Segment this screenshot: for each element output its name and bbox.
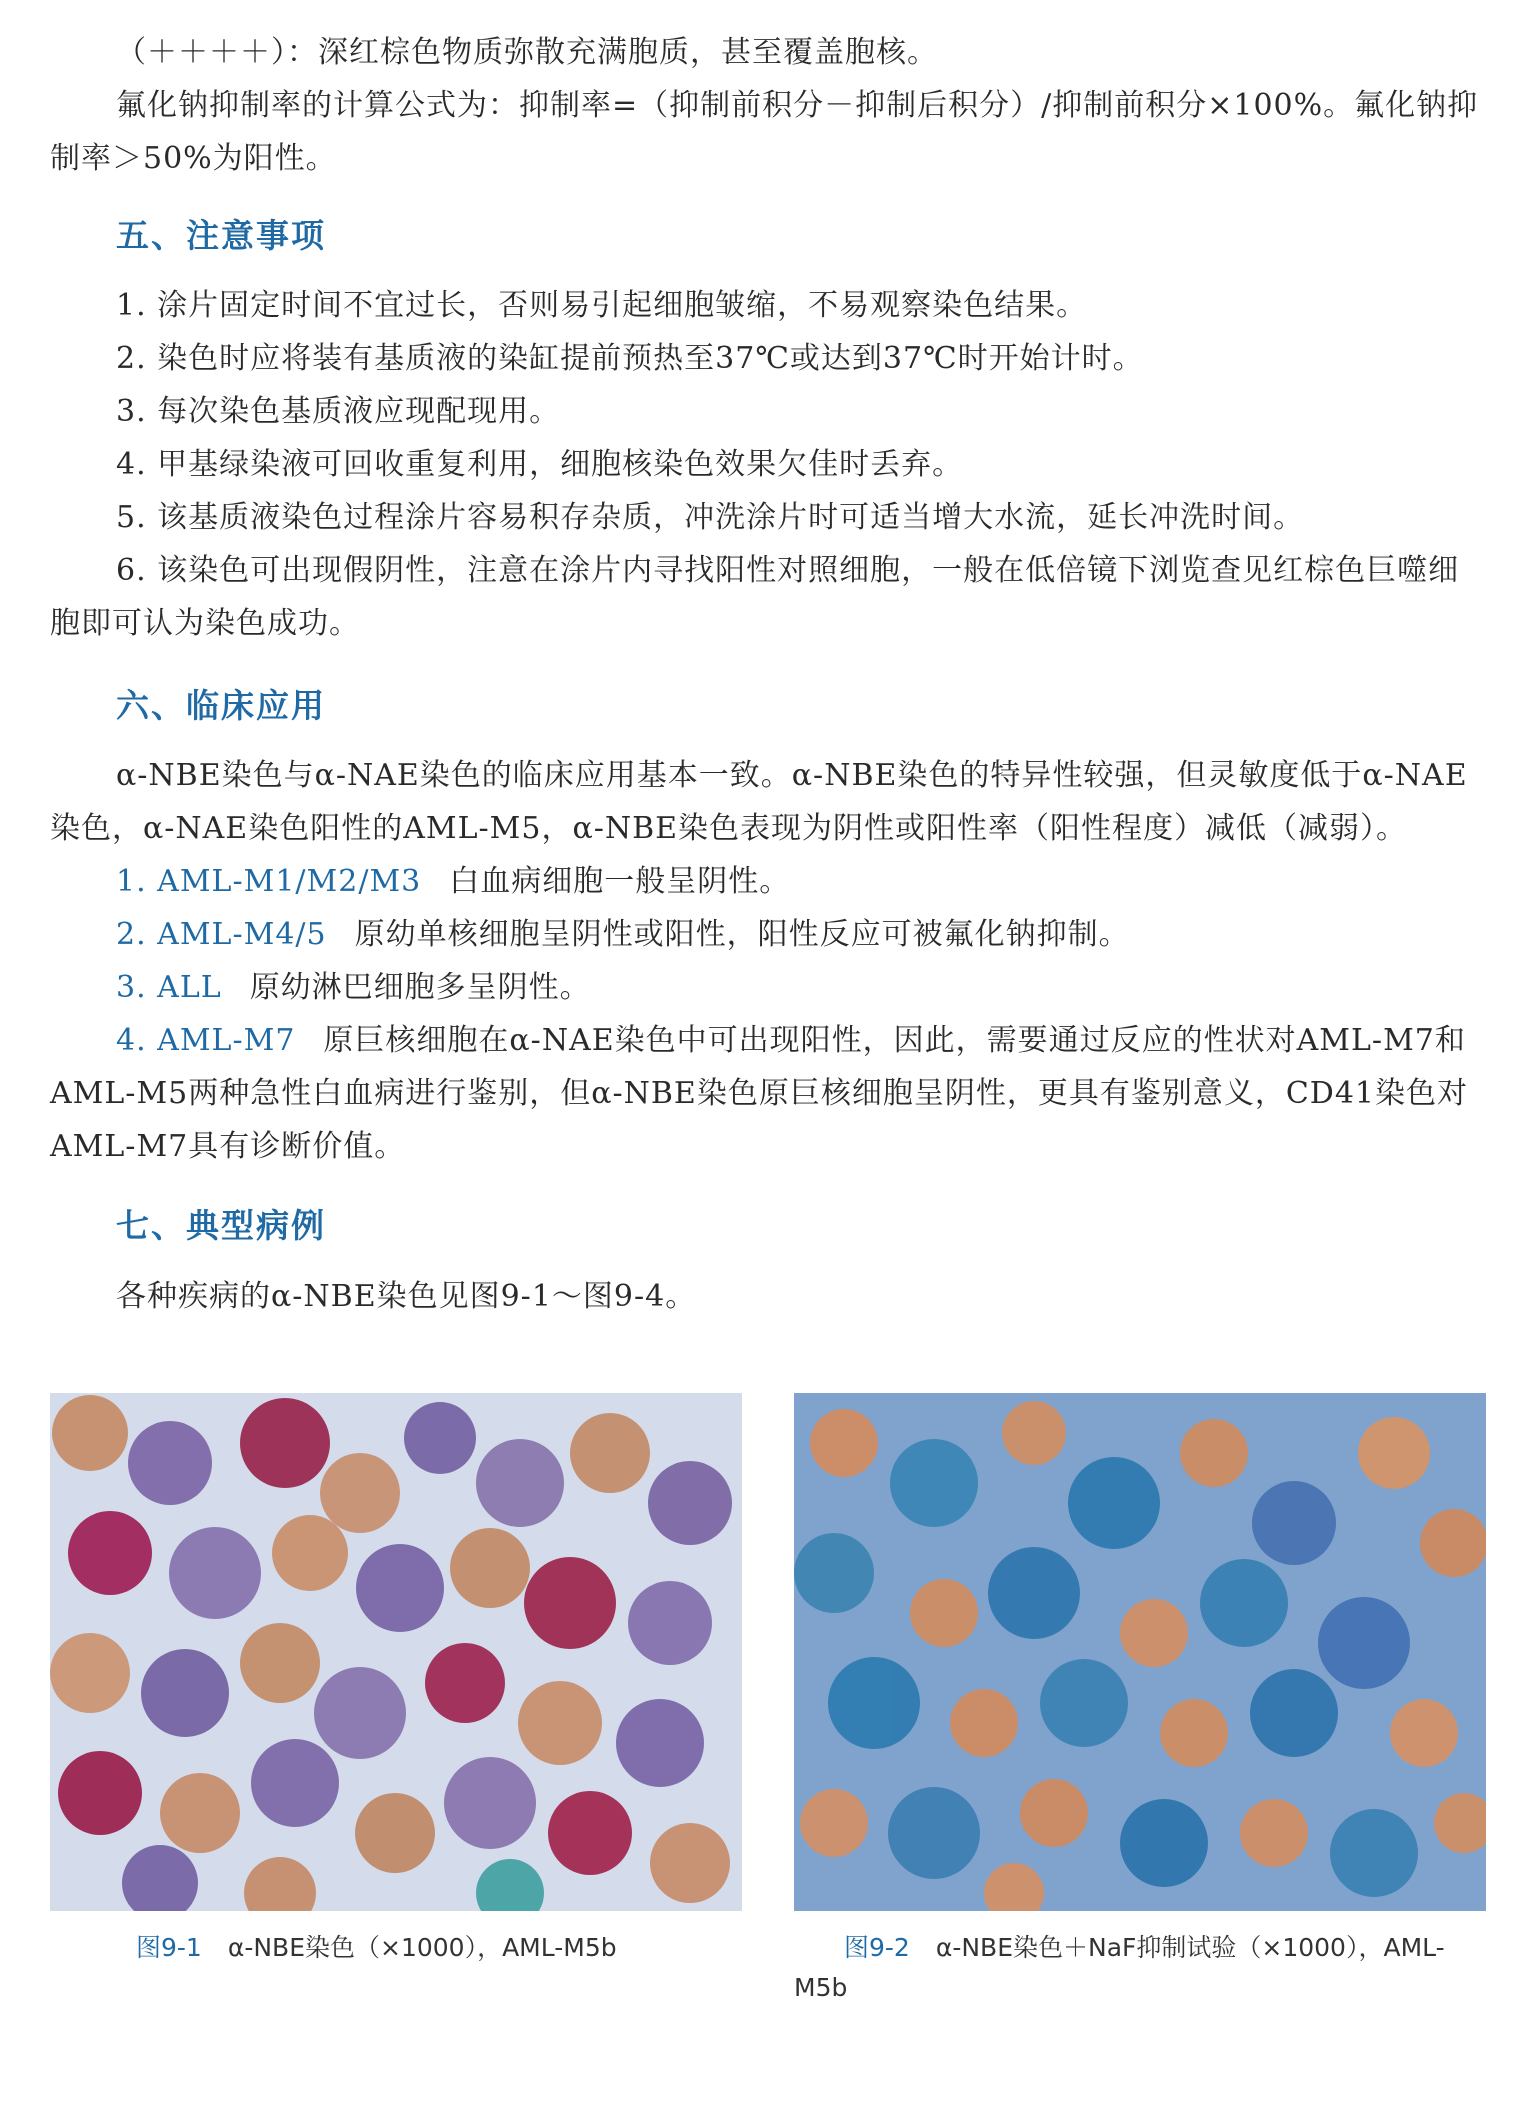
section-5-heading: 五、注意事项 [116, 216, 326, 255]
clinical-item-tag: AML-M7 [157, 1023, 296, 1058]
micrograph-image [50, 1393, 742, 1911]
figure-9-2-micrograph [794, 1393, 1486, 1911]
section-6-heading: 六、临床应用 [116, 686, 326, 725]
figure-9-1-caption [136, 1928, 617, 1968]
section-7-heading: 七、典型病例 [116, 1206, 326, 1245]
clinical-item-text: 原幼淋巴细胞多呈阴性。 [249, 970, 591, 1005]
clinical-intro: α-NBE染色与α-NAE染色的临床应用基本一致。α-NBE染色的特异性较强，但灵敏度低于α-NAE染色，α-NAE染色阳性的AML-M5，α-NBE染色表现为阴性或阳性率（阳性程度）减低（减弱）。 [50, 758, 1468, 846]
clinical-item-number: 4. [116, 1023, 147, 1058]
figure-caption-text: α-NBE染色（×1000），AML-M5b [227, 1933, 617, 1962]
note-item-1: 1. 涂片固定时间不宜过长，否则易引起细胞皱缩，不易观察染色结果。 [116, 288, 1088, 323]
intro-line-2: 氟化钠抑制率的计算公式为：抑制率=（抑制前积分－抑制后积分）/抑制前积分×100%。氟化钠抑制率＞50%为阳性。 [50, 88, 1479, 176]
clinical-item-tag: AML-M1/M2/M3 [157, 864, 422, 899]
figure-caption-text: α-NBE染色＋NaF抑制试验（×1000），AML-M5b [794, 1933, 1445, 2002]
clinical-item-3 [50, 961, 1490, 1014]
clinical-item-1 [50, 855, 1490, 908]
clinical-item-tag: AML-M4/5 [157, 917, 327, 952]
figure-label: 图9-2 [844, 1933, 910, 1962]
clinical-item-number: 1. [116, 864, 147, 899]
clinical-item-4 [50, 1014, 1490, 1173]
cases-text: 各种疾病的α-NBE染色见图9-1～图9-4。 [116, 1279, 697, 1314]
clinical-item-2 [50, 908, 1490, 961]
clinical-item-text: 原幼单核细胞呈阴性或阳性，阳性反应可被氟化钠抑制。 [354, 917, 1130, 952]
note-item-5: 5. 该基质液染色过程涂片容易积存杂质，冲洗涂片时可适当增大水流，延长冲洗时间。 [116, 500, 1305, 535]
clinical-item-number: 2. [116, 917, 147, 952]
note-item-3: 3. 每次染色基质液应现配现用。 [116, 394, 561, 429]
clinical-item-number: 3. [116, 970, 147, 1005]
figure-9-2-caption [794, 1928, 1486, 2008]
clinical-item-text: 原巨核细胞在α-NAE染色中可出现阳性，因此，需要通过反应的性状对AML-M7和AML-M5两种急性白血病进行鉴别，但α-NBE染色原巨核细胞呈阴性，更具有鉴别意义，CD41染色对AML-M7具有诊断价值。 [50, 1023, 1469, 1164]
note-item-2: 2. 染色时应将装有基质液的染缸提前预热至37℃或达到37℃时开始计时。 [116, 341, 1144, 376]
note-item-4: 4. 甲基绿染液可回收重复利用，细胞核染色效果欠佳时丢弃。 [116, 447, 964, 482]
note-item-6: 6. 该染色可出现假阴性，注意在涂片内寻找阳性对照细胞，一般在低倍镜下浏览查见红棕色巨噬细胞即可认为染色成功。 [50, 553, 1460, 641]
clinical-item-tag: ALL [157, 970, 222, 1005]
intro-line-1: （＋＋＋＋）：深红棕色物质弥散充满胞质，甚至覆盖胞核。 [116, 35, 938, 70]
figure-label: 图9-1 [136, 1933, 202, 1962]
micrograph-image [794, 1393, 1486, 1911]
clinical-item-text: 白血病细胞一般呈阴性。 [449, 864, 791, 899]
figure-9-1-micrograph [50, 1393, 742, 1911]
